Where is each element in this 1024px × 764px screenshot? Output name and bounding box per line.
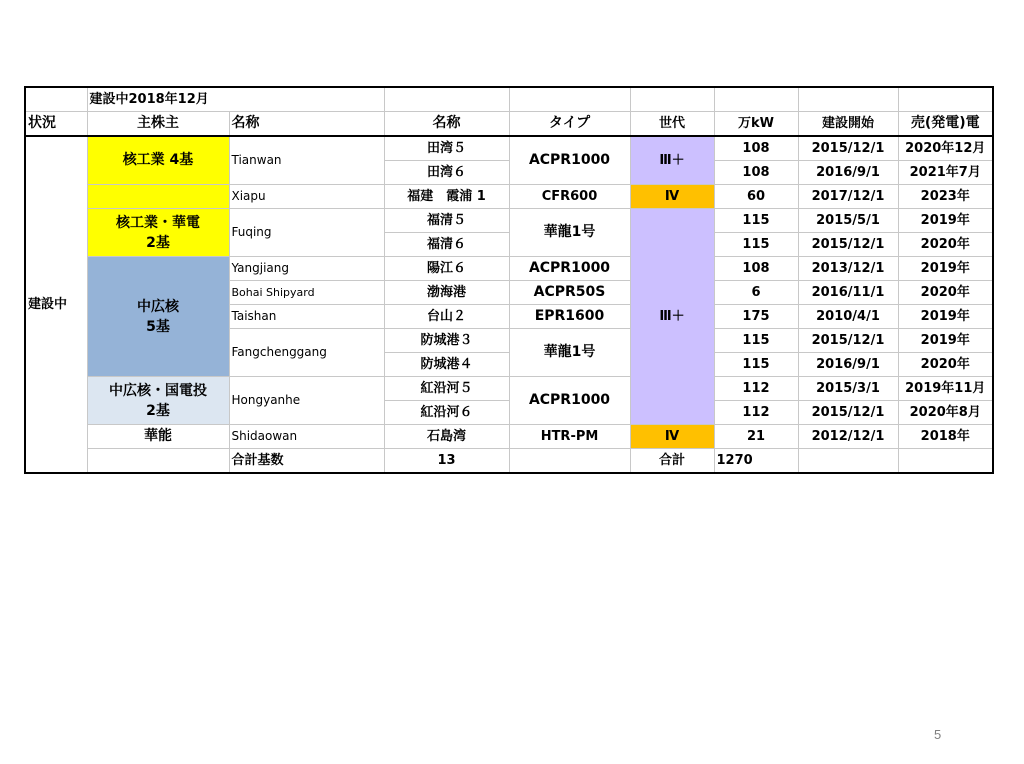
header-generation: 世代 — [630, 112, 714, 137]
blank-cell — [87, 449, 229, 474]
type-cell: EPR1600 — [509, 305, 630, 329]
header-grid-connection: 売(発電)電 — [898, 112, 993, 137]
site-cell: Taishan — [229, 305, 384, 329]
capacity-cell: 115 — [714, 329, 798, 353]
capacity-cell: 115 — [714, 353, 798, 377]
grid-cell: 2023年 — [898, 185, 993, 209]
site-cell: Bohai Shipyard — [229, 281, 384, 305]
type-cell: CFR600 — [509, 185, 630, 209]
grid-cell: 2019年 — [898, 305, 993, 329]
site-cell: Xiapu — [229, 185, 384, 209]
table-row — [25, 425, 993, 449]
start-cell: 2017/12/1 — [798, 185, 898, 209]
capacity-cell: 108 — [714, 136, 798, 161]
owner-cell: 中広核・国電投 2基 — [87, 377, 229, 425]
grid-cell: 2019年 — [898, 329, 993, 353]
owner-cell: 中広核 5基 — [87, 257, 229, 377]
grid-cell: 2020年 — [898, 281, 993, 305]
grid-cell: 2019年 — [898, 257, 993, 281]
blank-cell — [384, 87, 509, 112]
generation-cell: Ⅲ＋ — [630, 209, 714, 425]
header-unit: 名称 — [384, 112, 509, 137]
total-sum-label: 合計 — [630, 449, 714, 474]
table-row — [25, 136, 993, 161]
start-cell: 2015/12/1 — [798, 233, 898, 257]
table-title: 建設中2018年12月 — [87, 87, 384, 112]
capacity-cell: 112 — [714, 377, 798, 401]
blank-cell — [509, 449, 630, 474]
unit-cell: 福清５ — [384, 209, 509, 233]
type-cell: ACPR1000 — [509, 377, 630, 425]
site-cell: Fuqing — [229, 209, 384, 257]
unit-cell: 田湾５ — [384, 136, 509, 161]
start-cell: 2015/12/1 — [798, 401, 898, 425]
unit-cell: 福清６ — [384, 233, 509, 257]
type-cell: ACPR1000 — [509, 257, 630, 281]
site-cell: Yangjiang — [229, 257, 384, 281]
capacity-cell: 108 — [714, 257, 798, 281]
unit-cell: 陽江６ — [384, 257, 509, 281]
total-count-value: 13 — [384, 449, 509, 474]
header-capacity: 万kW — [714, 112, 798, 137]
owner-cell: 華能 — [87, 425, 229, 449]
type-cell: HTR-PM — [509, 425, 630, 449]
start-cell: 2015/3/1 — [798, 377, 898, 401]
type-cell: ACPR1000 — [509, 136, 630, 185]
start-cell: 2010/4/1 — [798, 305, 898, 329]
site-cell: Shidaowan — [229, 425, 384, 449]
blank-cell — [630, 87, 714, 112]
start-cell: 2013/12/1 — [798, 257, 898, 281]
header-construction-start: 建設開始 — [798, 112, 898, 137]
unit-cell: 紅沿河６ — [384, 401, 509, 425]
grid-cell: 2020年8月 — [898, 401, 993, 425]
unit-cell: 石島湾 — [384, 425, 509, 449]
header-status: 状況 — [25, 112, 87, 137]
type-cell: 華龍1号 — [509, 209, 630, 257]
blank-cell — [898, 449, 993, 474]
totals-row — [25, 449, 993, 474]
blank-cell — [25, 87, 87, 112]
unit-cell: 紅沿河５ — [384, 377, 509, 401]
blank-cell — [714, 87, 798, 112]
start-cell: 2015/5/1 — [798, 209, 898, 233]
table-row — [25, 209, 993, 233]
table-row — [25, 257, 993, 281]
grid-cell: 2021年7月 — [898, 161, 993, 185]
capacity-cell: 60 — [714, 185, 798, 209]
start-cell: 2012/12/1 — [798, 425, 898, 449]
grid-cell: 2020年12月 — [898, 136, 993, 161]
owner-cell: 核工業 4基 — [87, 136, 229, 185]
grid-cell: 2019年 — [898, 209, 993, 233]
capacity-cell: 108 — [714, 161, 798, 185]
capacity-cell: 6 — [714, 281, 798, 305]
blank-cell — [898, 87, 993, 112]
blank-cell — [509, 87, 630, 112]
header-site: 名称 — [229, 112, 384, 137]
unit-cell: 防城港３ — [384, 329, 509, 353]
capacity-cell: 115 — [714, 209, 798, 233]
unit-cell: 田湾６ — [384, 161, 509, 185]
total-sum-value: 1270 — [714, 449, 798, 474]
blank-cell — [798, 449, 898, 474]
table-row — [25, 185, 993, 209]
grid-cell: 2020年 — [898, 353, 993, 377]
capacity-cell: 112 — [714, 401, 798, 425]
total-count-label: 合計基数 — [229, 449, 384, 474]
capacity-cell: 21 — [714, 425, 798, 449]
start-cell: 2016/9/1 — [798, 161, 898, 185]
unit-cell: 防城港４ — [384, 353, 509, 377]
start-cell: 2016/11/1 — [798, 281, 898, 305]
site-cell: Hongyanhe — [229, 377, 384, 425]
header-type: タイプ — [509, 112, 630, 137]
generation-cell: Ⅳ — [630, 425, 714, 449]
grid-cell: 2018年 — [898, 425, 993, 449]
start-cell: 2015/12/1 — [798, 329, 898, 353]
start-cell: 2016/9/1 — [798, 353, 898, 377]
grid-cell: 2020年 — [898, 233, 993, 257]
generation-cell: Ⅳ — [630, 185, 714, 209]
owner-cell: 核工業・華電 2基 — [87, 209, 229, 257]
owner-cell — [87, 185, 229, 209]
capacity-cell: 115 — [714, 233, 798, 257]
grid-cell: 2019年11月 — [898, 377, 993, 401]
unit-cell: 福建 霞浦 1 — [384, 185, 509, 209]
site-cell: Tianwan — [229, 136, 384, 185]
generation-cell: Ⅲ＋ — [630, 136, 714, 185]
type-cell: 華龍1号 — [509, 329, 630, 377]
page-number: 5 — [934, 727, 942, 742]
site-cell: Fangchenggang — [229, 329, 384, 377]
type-cell: ACPR50S — [509, 281, 630, 305]
plant-table — [24, 86, 994, 474]
unit-cell: 台山２ — [384, 305, 509, 329]
unit-cell: 渤海港 — [384, 281, 509, 305]
header-owner: 主株主 — [87, 112, 229, 137]
table-row — [25, 377, 993, 401]
status-cell: 建設中 — [25, 136, 87, 473]
capacity-cell: 175 — [714, 305, 798, 329]
blank-cell — [798, 87, 898, 112]
start-cell: 2015/12/1 — [798, 136, 898, 161]
